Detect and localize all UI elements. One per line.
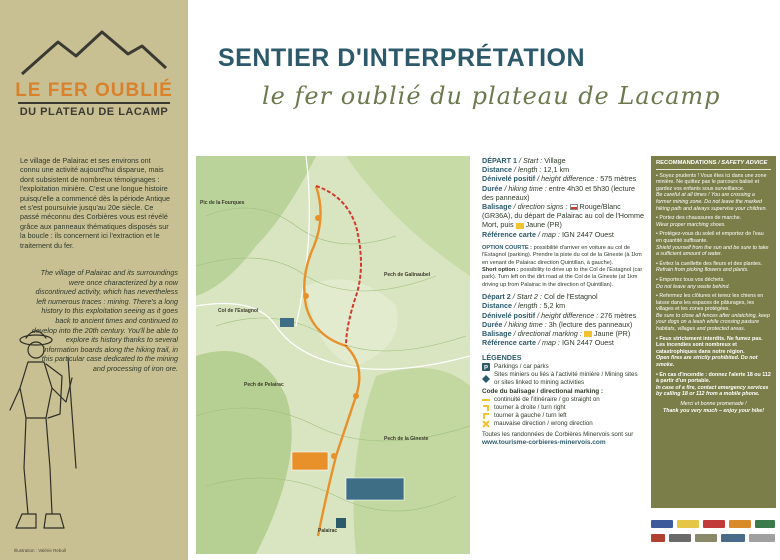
brand-divider (18, 102, 170, 104)
route1-start: DÉPART 1 / Start : Village (482, 156, 566, 165)
yellow-flag-icon (516, 223, 524, 229)
legend-marking-title: Code du balisage / directional marking : (482, 387, 604, 395)
red-white-flag-icon (570, 204, 578, 210)
partner-logo (651, 520, 673, 528)
brand-subtitle: DU PLATEAU DE LACAMP (19, 106, 169, 118)
legend-right: tourner à droite / turn right (482, 404, 644, 412)
route1-duration: Durée / hiking time : entre 4h30 et 5h30 (lecture des panneaux) (482, 183, 636, 202)
partner-logo (695, 534, 717, 542)
route2-marking: Balisage / directional marking : Jaune (PR) (482, 329, 631, 339)
legend-left: tourner à gauche / turn left (482, 412, 644, 420)
map-label-pelairac: Pech de Pelairac (244, 382, 284, 388)
route2-duration: Durée / hiking time : 3h (lecture des panneaux) (482, 319, 633, 329)
map-label-palairac: Palairac (318, 528, 338, 534)
map-label-galinaubel: Pech de Galinaubel (384, 272, 431, 278)
hikes-footer: Toutes les randonnées de Corbières Minervois sont sur (482, 430, 634, 438)
turn-left-mark-icon (482, 412, 490, 420)
partner-logos (651, 512, 776, 556)
route1-elevation: Dénivelé positif / height difference : 575 mètres (482, 174, 637, 184)
parking-icon (482, 363, 490, 371)
legend-mining-sites: Sites miniers ou liés à l'activité minière / Mining sites or sites linked to mining activities (482, 371, 644, 387)
safety-recommendations (651, 156, 776, 508)
yellow-flag-icon (584, 331, 592, 337)
route1-marking: Balisage / direction signs : Rouge/Blanc (GR36A), du départ de Palairac au col de l'Homme Mort, puis Jaune (PR) (482, 202, 644, 230)
partner-logo (703, 520, 725, 528)
partner-logo (729, 520, 751, 528)
turn-right-mark-icon (482, 404, 490, 412)
route2-map-ref: Référence carte / map : IGN 2447 Ouest (482, 338, 614, 348)
reco-item: • Évitez la cueillette des fleurs et des plantes. Refrain from picking flowers and plants. (656, 260, 763, 274)
map-label-estagnol: Col de l'Estagnol (218, 308, 259, 314)
route1-distance: Distance / length : 12,1 km (482, 165, 570, 175)
reco-item: • En cas d'incendie : donnez l'alerte 18 ou 112 à partir d'un portable. In case of a fire, contact emergency services by calling 18 or 112 from a mobile phone. (656, 371, 771, 398)
continue-mark-icon (482, 396, 490, 404)
partner-logo (749, 534, 775, 542)
partner-logo (721, 534, 745, 542)
route2-elevation: Dénivelé positif / height difference : 276 mètres (482, 310, 637, 320)
short-option-fr: OPTION COURTE : possibilité d'arriver en voiture au col de l'Estagnol (parking). Prendre la piste du col de la Gineste (à 1km en venant de Palairac direction Quintillan, à gauche). (482, 244, 642, 266)
reco-item: • Emportez tous vos déchets. Do not leave any waste behind. (656, 276, 730, 290)
map-label-gineste: Pech de la Gineste (384, 436, 429, 442)
reco-item: • Portez des chaussures de marche. Wear proper marching shoes. (656, 215, 742, 228)
svg-text:P: P (484, 365, 489, 371)
route1-map-ref: Référence carte / map : IGN 2447 Ouest (482, 229, 614, 239)
short-option-en: Short option : possibility to drive up to the Col de l'Estagnol (car park). Turn left on the dirt road at the Col de la Gineste (at 1km driving up from Palairac in the direction of Quintillan). (482, 267, 643, 288)
legend-continue: continuité de l'itinéraire / go straight on (482, 396, 644, 404)
route2-distance: Distance / length : 5,2 km (482, 301, 566, 311)
trail-info (482, 156, 644, 448)
partner-logo (755, 520, 775, 528)
brand-title: LE FER OUBLIÉ (15, 80, 173, 101)
partner-logo (651, 534, 665, 542)
reco-item: • Protégez-vous du soleil et emportez de l'eau en quantité suffisante. Shield yourself from the sun and be sure to take a sufficient amount of water. (656, 231, 769, 258)
intro-french: Le village de Palairac et ses environs ont connu une activité aujourd'hui disparue, mais dont subsistent de nombreux témoignages : l'exploitation minière. C'est une longue histoire puisqu'elle a commencé dès la période Antique et s'est poursuivie jusqu'au 20e siècle. Ce passé méconnu des Corbières vous est révélé grâce aux panneaux thématiques disposés sur la boucle : ils concernent ici l'extraction et le traitement du fer. (20, 156, 171, 250)
partner-logo (677, 520, 699, 528)
hiker-illustration (6, 318, 86, 550)
legend-parking: P Parkings / car parks (484, 362, 549, 371)
reco-title: RECOMMANDATIONS / SAFETY ADVICE (656, 160, 771, 170)
map-graphic (196, 156, 470, 554)
map-label-fourques: Pic de la Fourques (200, 200, 245, 206)
left-panel (0, 0, 188, 560)
legend-wrong: mauvaise direction / wrong direction (482, 420, 644, 428)
trail-map[interactable] (196, 156, 470, 554)
brand-logo (10, 14, 178, 144)
reco-item: • Refermez les clôtures et tenez les chiens en laisse dans les espaces de pâturages, les villages et les zones protégées. Be sure to close all fences after unlatching, keep your dogs on a leash while crossing pasture habitats, villages and protected areas. (656, 293, 770, 333)
reco-item: • Feux strictement interdits. Ne fumez pas. Les incendies sont nombreux et catastrophiques dans notre région. Open fires are strictly prohibited. Do not smoke. (656, 335, 763, 369)
page-subtitle: le fer oublié du plateau de Lacamp (262, 82, 721, 110)
mining-site-icon (482, 375, 490, 383)
partner-logo (669, 534, 691, 542)
reco-thanks: Merci et bonne promenade ! Thank you very much – enjoy your hike! (663, 401, 764, 414)
mountains-icon (18, 28, 170, 78)
wrong-direction-icon (482, 420, 490, 428)
intro-english: The village of Palairac and its surroundings were once characterized by a now discontinued activity, which has nevertheless left numerous traces : mining. There's a long history to this exploitation seeing as it goes back to ancient times and continued to develop into the 20th century. You'll be able to explore its history thanks to several information boards along the hiking trail, in this particular case dedicated to the mining and processing of iron ore. (31, 268, 178, 373)
route2-start: Départ 2 / Start 2 : Col de l'Estagnol (482, 292, 598, 302)
illustration-credit: Illustration : Valérie Rebull (14, 548, 66, 553)
page-title: SENTIER D'INTERPRÉTATION (218, 44, 586, 72)
legend-title: LÉGENDES (482, 353, 522, 363)
tourism-website-link[interactable]: www.tourisme-corbieres-minervois.com (482, 439, 606, 447)
reco-item: • Soyez prudents ! Vous êtes ici dans une zone minière. Ne quittez pas le parcours balisé et gardez vos enfants sous surveillance. Be careful at all times ! You are crossing a former mining zone. Do not leave the marked hiking path and always supervise your children. (656, 172, 768, 212)
